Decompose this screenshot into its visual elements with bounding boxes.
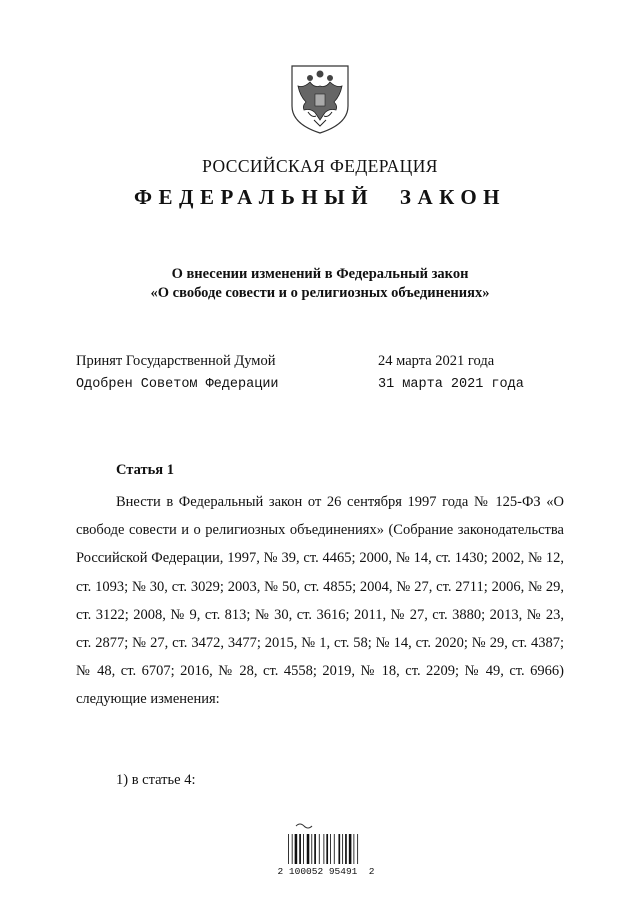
barcode-stripe xyxy=(357,834,358,864)
barcode-stripe xyxy=(307,834,310,864)
barcode-stripe xyxy=(353,834,354,864)
barcode-stripe xyxy=(295,834,298,864)
barcode-stripe xyxy=(338,834,340,864)
law-title xyxy=(0,265,640,303)
barcode-stripe xyxy=(334,834,335,864)
adoption-date: 31 марта 2021 года xyxy=(378,377,524,392)
barcode-stripe xyxy=(288,834,289,864)
coat-of-arms-icon xyxy=(288,62,352,136)
document-type: ФЕДЕРАЛЬНЫЙ ЗАКОН xyxy=(134,185,506,209)
barcode-stripe xyxy=(303,834,304,864)
adoption-row-council xyxy=(76,377,546,401)
list-item: 1) в статье 4: xyxy=(116,772,196,788)
country-name: РОССИЙСКАЯ ФЕДЕРАЦИЯ xyxy=(202,156,438,176)
barcode-stripe xyxy=(311,834,312,864)
barcode-stripe xyxy=(314,834,316,864)
barcode-stripe xyxy=(330,834,331,864)
barcode-stripe xyxy=(319,834,320,864)
law-title-line-2: «О свободе совести и о религиозных объединениях» xyxy=(150,285,490,301)
article-heading: Статья 1 xyxy=(116,462,174,478)
law-title-line-1: О внесении изменений в Федеральный закон xyxy=(171,266,469,282)
adoption-body: Принят Государственной Думой xyxy=(76,353,276,369)
adoption-body: Одобрен Советом Федерации xyxy=(76,377,279,392)
adoption-date: 24 марта 2021 года xyxy=(378,353,495,369)
barcode-stripe xyxy=(299,834,301,864)
barcode-stripe xyxy=(349,834,352,864)
article-body xyxy=(76,488,564,714)
barcode-stripe xyxy=(326,834,328,864)
barcode-stripe xyxy=(292,834,293,864)
barcode-stripe xyxy=(342,834,343,864)
adoption-row-duma xyxy=(76,353,546,377)
barcode-stripe xyxy=(345,834,347,864)
barcode-stripe xyxy=(323,834,324,864)
article-paragraph: Внести в Федеральный закон от 26 сентября 1997 года № 125-ФЗ «О свободе совести и о религиозных объединениях» (Собрание законодательства Российской Федерации, 1997, № 39, ст. 4465; 2000, № 14, ст. 1430; 2002, № 12, ст. 1093; № 30, ст. 3029; 2003, № 50, ст. 4855; 2004, № 27, ст. 2711; 2006, № 29, ст. 3122; 2008, № 9, ст. 813; № 30, ст. 3616; 2011, № 27, ст. 3880; 2013, № 23, ст. 2877; № 27, ст. 3472, 3477; 2015, № 1, ст. 58; № 14, ст. 2020; № 29, ст. 4387; № 48, ст. 6707; 2016, № 28, ст. 4558; 2019, № 18, ст. 2209; № 49, ст. 6966) следующие изменения: xyxy=(76,494,564,708)
adoption-block xyxy=(76,353,546,401)
barcode-number: 2 100052 95491 2 xyxy=(277,866,375,877)
